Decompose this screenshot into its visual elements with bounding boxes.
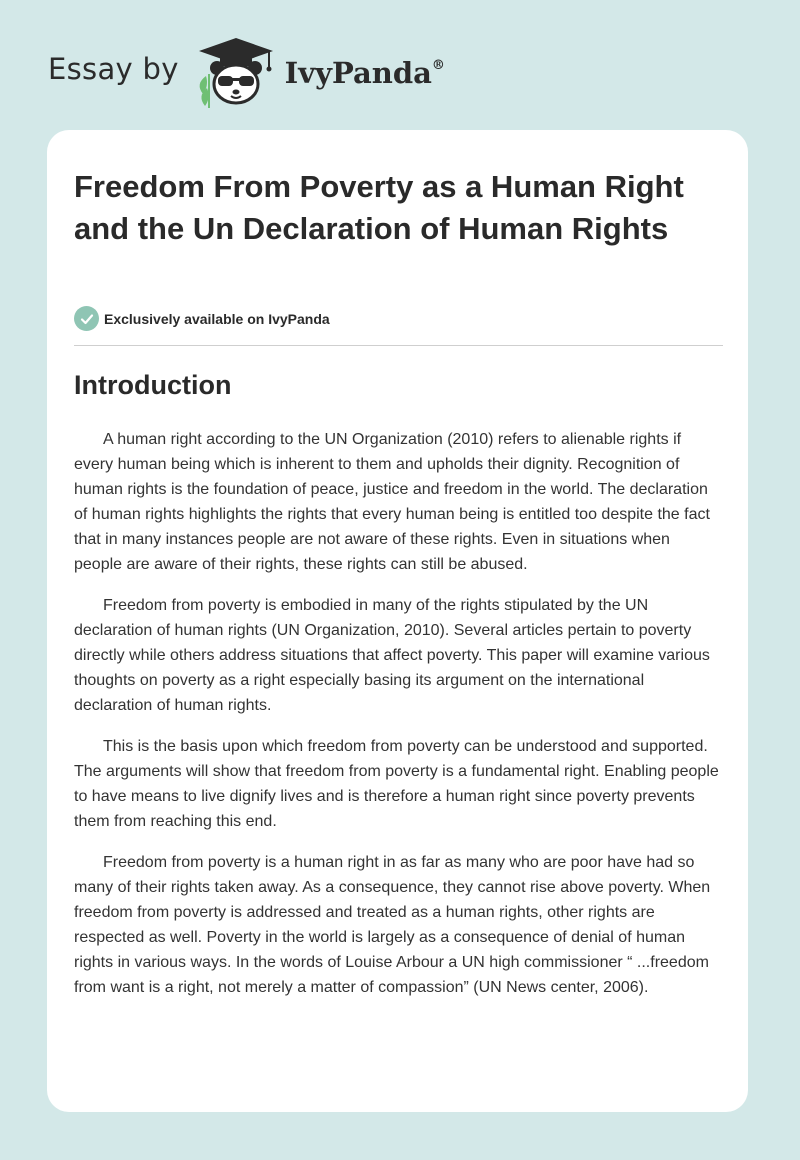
paragraph: This is the basis upon which freedom from poverty can be understood and supported. The arguments will show that freedom from poverty is a fundamental right. Enabling people to have means to live dignify lives and is therefore a human right since poverty prevents them from reaching this end.: [74, 738, 719, 830]
paragraph: Freedom from poverty is a human right in as far as many who are poor have had so many of their rights taken away. As a consequence, they cannot rise above poverty. When freedom from poverty is addressed and treated as a human rights, other rights are respected as well. Poverty in the world is largely as a consequence of denial of human rights in various ways. In the words of Louise Arbour a UN high commissioner “ ...freedom from want is a right, not merely a matter of compassion” (UN News center, 2006).: [74, 854, 711, 996]
brand-name[interactable]: [285, 56, 445, 90]
section-heading: Introduction: [74, 370, 232, 400]
paragraph: A human right according to the UN Organization (2010) refers to alienable rights if every human being which is inherent to them and upholds their dignity. Recognition of human rights is the foundation of peace, justice and freedom in the world. The declaration of human rights highlights the rights that every human being is entitled too despite the fact that in many instances people are not aware of these rights. Even in situations when people are aware of their rights, these rights can still be abused.: [74, 431, 710, 573]
site-header: [48, 36, 445, 108]
essay-title: Freedom From Poverty as a Human Right and the Un Declaration of Human Rights: [74, 169, 684, 246]
brand-name-text: IvyPanda: [284, 56, 432, 90]
paragraph: Freedom from poverty is embodied in many of the rights stipulated by the UN declaration of human rights (UN Organization, 2010). Several articles pertain to poverty directly while others address situations that affect poverty. This paper will examine various thoughts on poverty as a right especially basing its argument on the international declaration of human rights.: [74, 597, 710, 714]
check-icon: [74, 306, 99, 331]
title-divider: [74, 345, 723, 346]
essay-by-label: Essay by: [48, 52, 179, 86]
panda-graduate-icon[interactable]: [193, 36, 279, 108]
essay-body: [74, 427, 722, 1016]
exclusive-label: Exclusively available on IvyPanda: [104, 310, 330, 327]
essay-card: [47, 130, 748, 1112]
exclusive-badge: [74, 306, 330, 331]
trademark-symbol: ®: [431, 58, 445, 73]
